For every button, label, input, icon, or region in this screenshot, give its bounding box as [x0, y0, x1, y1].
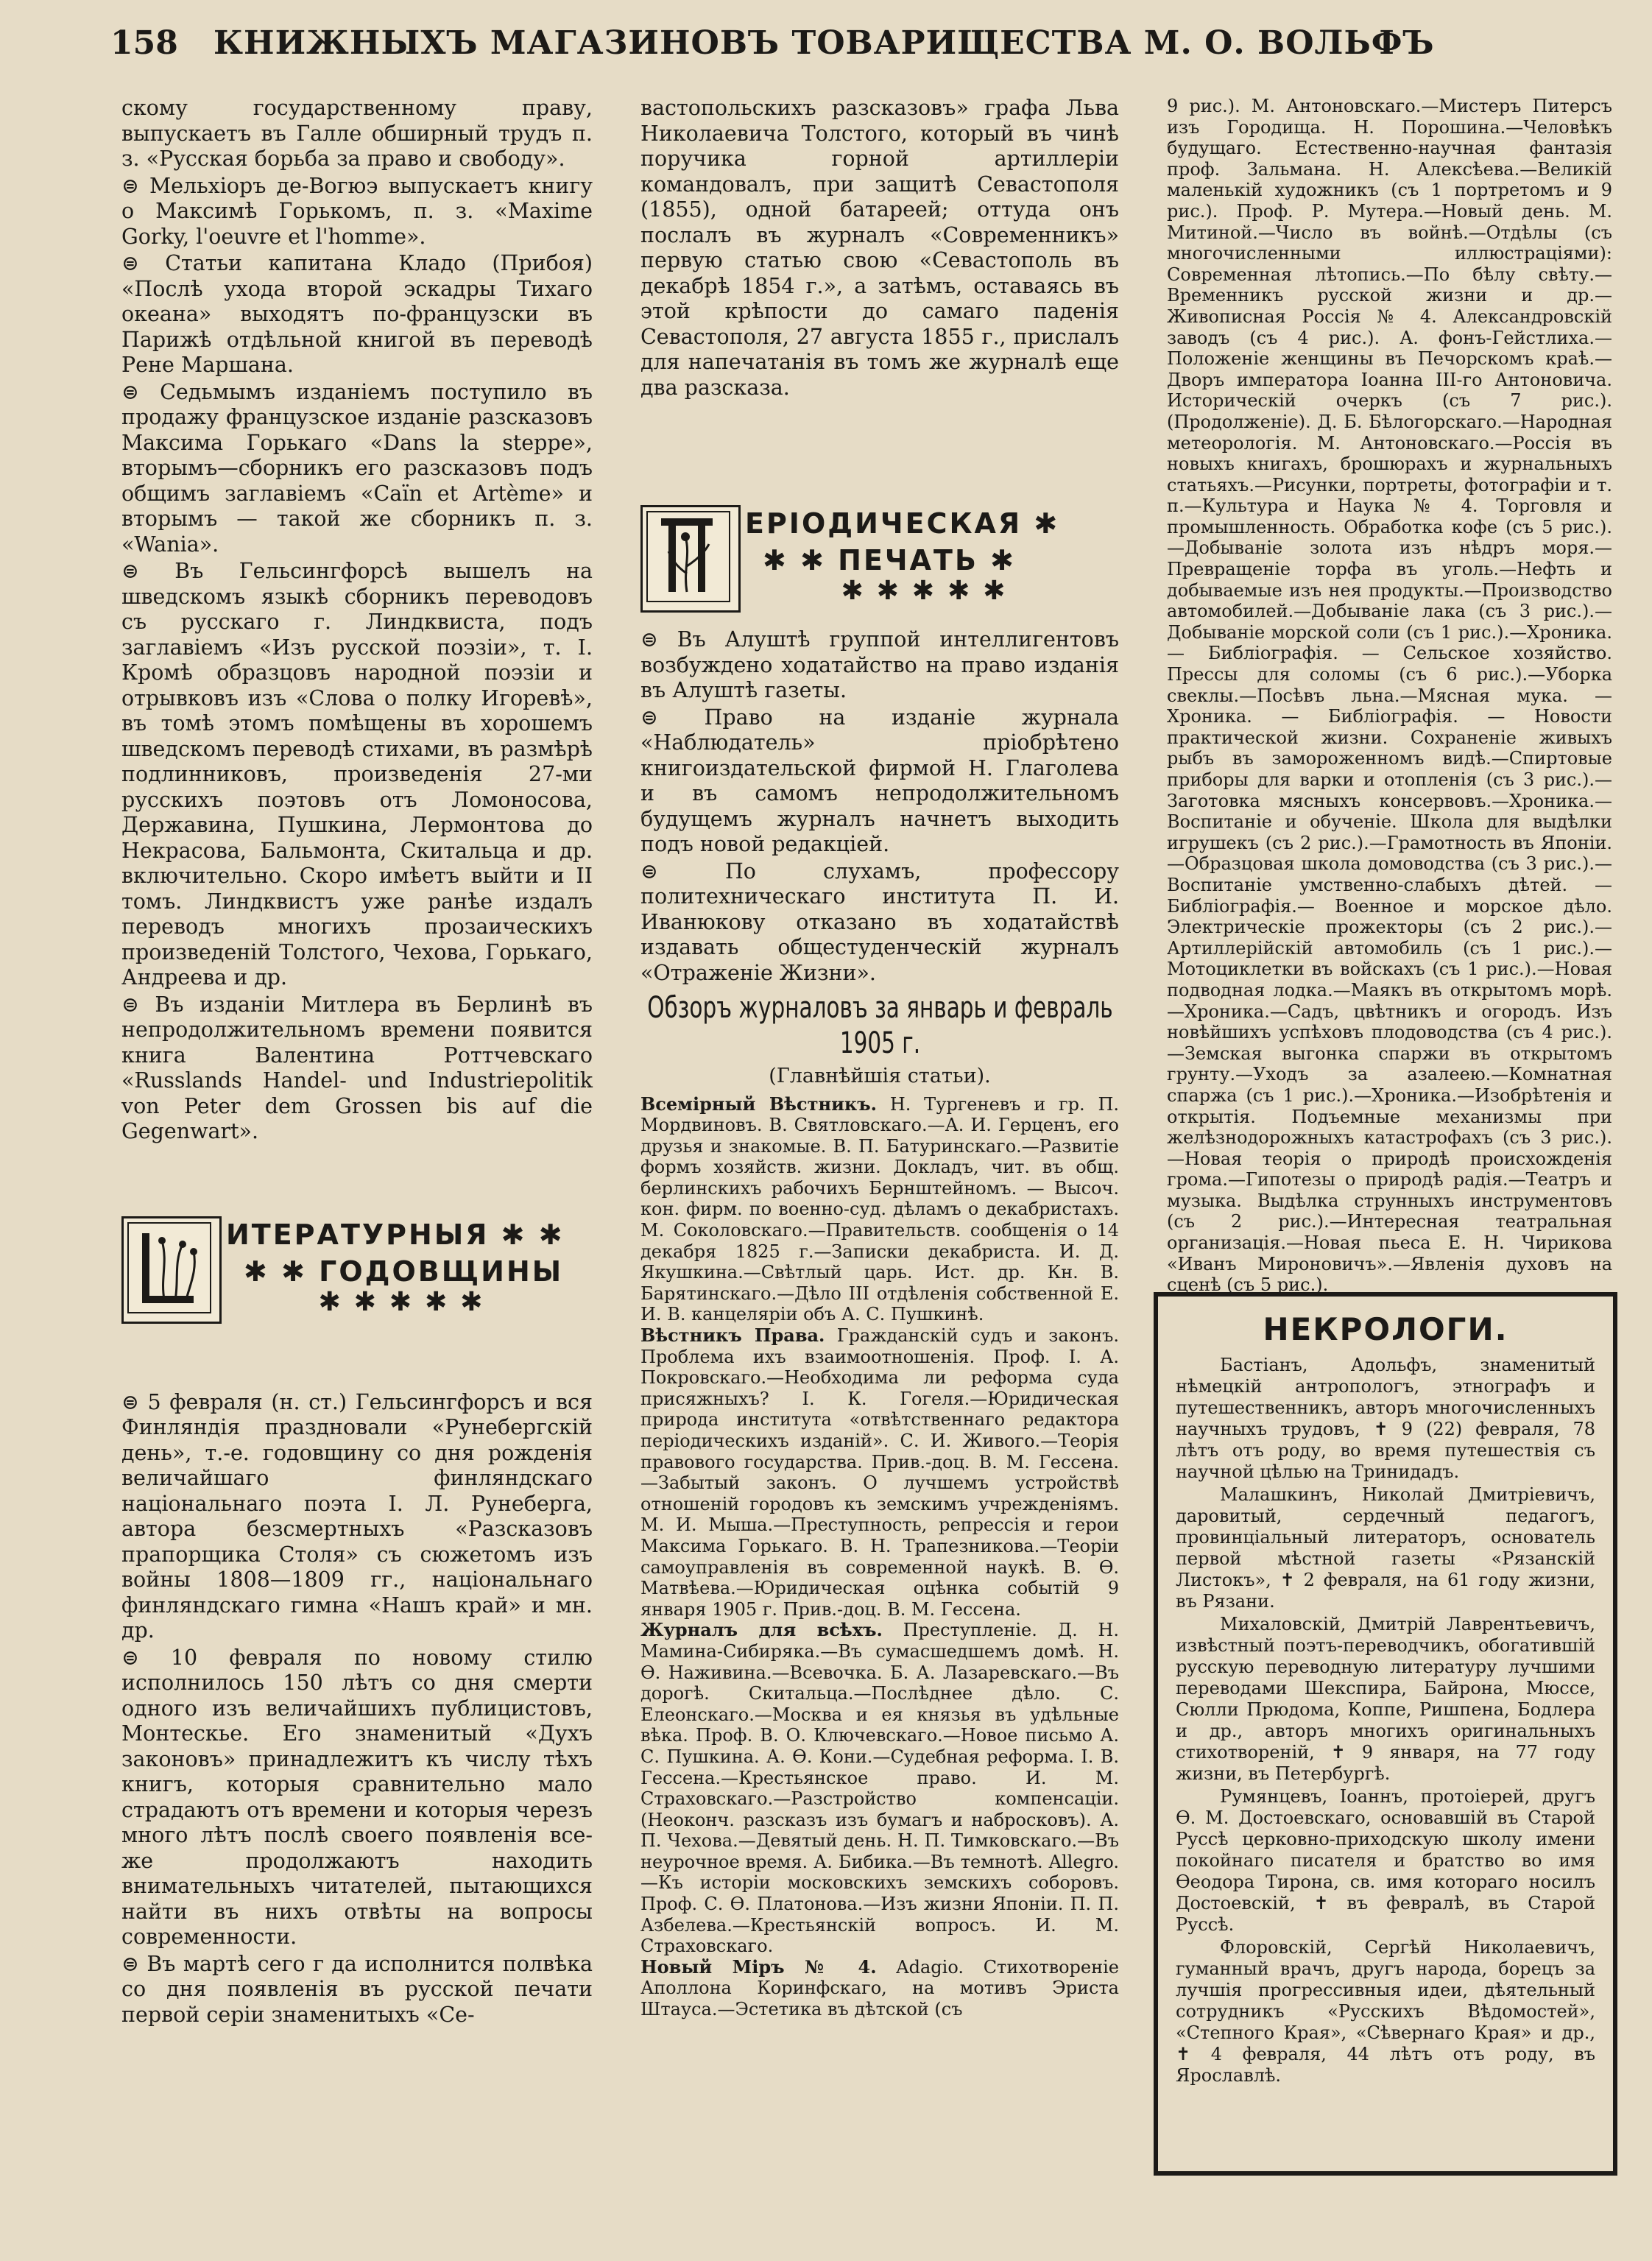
section-title: ИТЕРАТУРНЫЯ ✱ ✱	[226, 1218, 565, 1251]
periodical-press-heading	[640, 505, 1119, 613]
column-2	[640, 96, 1119, 2020]
letter-P-ornament-icon	[640, 505, 741, 613]
journal-contents: Н. Тургеневъ и гр. П. Мордвиновъ. В. Святловскаго.—А. И. Герценъ, его друзья и знакомые. В. П. Батуринскаго.—Развитіе формъ хозяйств. жизни. Докладъ, чит. въ общ. берлинскихъ рабочихъ Бернштейномъ. — Высоч. кон. фирм. по военно-суд. дѣламъ о декабристахъ. М. Соколовскаго.—Правительств. сообщенія о 14 декабря 1825 г.—Записки декабриста. И. Д. Якушкина.—Свѣтлый царь. Ист. др. Кн. В. Барятинскаго.—Дѣло III отдѣленія собственной Е. И. В. канцеляріи объ А. С. Пушкинѣ.	[640, 1093, 1119, 1325]
paragraph: ⊜ Въ Гельсингфорсѣ вышелъ на шведскомъ языкѣ сборникъ переводовъ съ русскаго г. Линдквиста, подъ заглавіемъ «Изъ русской поэзіи», т. I. Кромѣ образцовъ народной поэзіи и отрывковъ изъ «Слова о полку Игоревѣ», въ томѣ этомъ помѣщены въ хорошемъ шведскомъ переводѣ стихами, въ размѣрѣ подлинниковъ, произведенія 27-ми русскихъ поэтовъ отъ Ломоносова, Державина, Пушкина, Лермонтова до Некрасова, Бальмонта, Скитальца и др. включительно. Скоро имѣетъ выйти и II томъ. Линдквистъ уже ранѣе издалъ переводъ многихъ прозаическихъ произведеній Толстого, Чехова, Горькаго, Андреева и др.	[121, 559, 593, 990]
journal-review-subtitle: (Главнѣйшія статьи).	[769, 1065, 991, 1087]
journal-name: Всемірный Вѣстникъ.	[640, 1093, 877, 1115]
section-title-line: ГОДОВЩИНЫ	[319, 1255, 564, 1288]
section-title-line: ИТЕРАТУРНЫЯ	[226, 1218, 490, 1251]
paragraph: ⊜ Статьи капитана Кладо (Прибоя) «Послѣ ухода второй эскадры Тихаго океана» выходятъ по-французски въ Парижѣ отдѣльной книгой въ переводѣ Рене Маршана.	[121, 251, 593, 377]
paragraph: ⊜ Мельхіоръ де-Вогюэ выпускаетъ книгу о Максимѣ Горькомъ, п. з. «Maxime Gorky, l'oeuvre et l'homme».	[121, 173, 593, 249]
necrology-entry: Малашкинъ, Николай Дмитріевичъ, даровитый, сердечный педагогъ, провинціальный литераторъ, основатель первой мѣстной газеты «Рязанскій Листокъ», ✝ 2 февраля, на 61 году жизни, въ Рязани.	[1176, 1484, 1595, 1612]
necrology-box	[1154, 1292, 1617, 2176]
paragraph: ⊜ Въ Алуштѣ группой интеллигентовъ возбуждено ходатайство на право изданія въ Алуштѣ газеты.	[640, 627, 1119, 702]
journal-contents-continued: 9 рис.). М. Антоновскаго.—Мистеръ Питерсъ изъ Городища. Н. Порошина.—Человѣкъ будущаго. Естественно-научная фантазія проф. Зальмана. Н. Алексѣева.—Великій маленькій художникъ (съ 1 портретомъ и 9 рис.). Проф. Р. Мутера.—Новый день. М. Митиной.—Число въ войнѣ.—Отдѣлы (съ многочисленными иллюстраціями): Современная лѣтопись.—По бѣлу свѣту.—Временникъ русской жизни и др.—Живописная Россія № 4. Александровскій заводъ (съ 4 рис.). А. фонъ-Гейстлиха.—Положеніе женщины въ Печорскомъ краѣ.—Дворъ императора Іоанна III-го Антоновича. Историческій очеркъ (съ 7 рис.). (Продолженіе). Д. Б. Бѣлогорскаго.—Народная метеорологія. М. Антоновскаго.—Россія въ новыхъ книгахъ, брошюрахъ и журнальныхъ статьяхъ.—Рисунки, портреты, фотографіи и т. п.—Культура и Наука № 4. Торговля и промышленность. Обработка кофе (съ 5 рис.).—Добываніе золота изъ нѣдръ моря.—Превращеніе торфа въ уголь.—Нефть и добываемые изъ нея продукты.—Производство автомобилей.—Добываніе лака (съ 3 рис.).—Добываніе морской соли (съ 1 рис.).—Хроника. — Библіографія. — Сельское хозяйство. Прессы для соломы (съ 6 рис.).—Уборка свеклы.—Посѣвъ льна.—Мясная мука. — Хроника. — Библіографія. — Новости практической жизни. Сохраненіе живыхъ рыбъ въ замороженномъ видѣ.—Спиртовые приборы для варки и отопленія (съ 3 рис.).—Заготовка мясныхъ консервовъ.—Хроника.—Воспитаніе и обученіе. Школа для выдѣлки игрушекъ (съ 2 рис.).—Грамотность въ Японіи.—Образцовая школа домоводства (съ 3 рис.).—Воспитаніе умственно-слабыхъ дѣтей. — Библіографія.— Военное и морское дѣло. Электрическіе прожекторы (съ 2 рис.).—Артиллерійскій автомобиль (съ 1 рис.).—Мотоциклетки въ войскахъ (съ 1 рис.).—Новая подводная лодка.—Маякъ въ открытомъ морѣ.—Хроника.—Садъ, цвѣтникъ и огородъ. Изъ новѣйшихъ успѣховъ плодоводства (съ 4 рис.).—Земская выгонка спаржи въ открытомъ грунту.—Уходъ за азалеею.—Комнатная спаржа (съ 1 рис.).—Хроника.—Изобрѣтенія и открытія. Подъемные механизмы при желѣзнодорожныхъ катастрофахъ (съ 3 рис.).—Новая теорія о природѣ происхожденія грома.—Гипотезы о природѣ радія.—Театръ и музыка. Выдѣлка струнныхъ инструментовъ (съ 2 рис.).—Интересная театральная организація.—Новая пьеса Е. Н. Чирикова «Иванъ Мироновичъ».—Явленія духовъ на сценѣ (съ 5 рис.).	[1167, 96, 1612, 1296]
paragraph: ⊜ 5 февраля (н. ст.) Гельсингфорсъ и вся Финляндія праздновали «Рунебергскій день», т.-е. годовщину со дня рожденія величайшаго финляндскаго національнаго поэта І. Л. Рунеберга, автора безсмертныхъ «Разсказовъ прапорщика Столя» съ сюжетомъ изъ войны 1808—1809 гг., національнаго финляндскаго гимна «Нашъ край» и мн. др.	[121, 1389, 593, 1643]
journal-contents: Преступленіе. Д. Н. Мамина-Сибиряка.—Въ сумасшедшемъ домѣ. Н. Ѳ. Наживина.—Всевочка. Б. А. Лазаревскаго.—Въ дорогѣ. Скитальца.—Послѣднее дѣло. С. Елеонскаго.—Москва и ея князья въ удѣльные вѣка. Проф. В. О. Ключевскаго.—Новое письмо А. С. Пушкина. А. Ѳ. Кони.—Судебная реформа. I. В. Гессена.—Крестьянское право. И. М. Страховскаго.—Разстройство компенсаціи. (Неоконч. разсказъ изъ бумагъ и набросковъ). А. П. Чехова.—Девятый день. Н. П. Тимковскаго.—Въ неурочное время. А. Бибика.—Въ темнотѣ. Allegro.—Къ исторіи московскихъ земскихъ соборовъ. Проф. С. Ѳ. Платонова.—Изъ жизни Японіи. П. П. Азбелева.—Крестьянскій вопросъ. И. М. Страховскаго.	[640, 1620, 1119, 1957]
journal-contents: Adagio. Стихотвореніе Аполлона Коринфскаго, на мотивъ Эриста Штауса.—Эстетика въ дѣтской (съ	[640, 1956, 1119, 2020]
section-title: ✱ ✱ ПЕЧАТЬ ✱	[763, 544, 1016, 576]
journal-name: Журналъ для всѣхъ.	[640, 1619, 883, 1641]
necrology-entry: Румянцевъ, Іоаннъ, протоіерей, другъ Ѳ. М. Достоевскаго, основавшій въ Старой Руссѣ церковно-приходскую школу имени покойнаго писателя и братство во имя Ѳеодора Тирона, св. имя котораго носилъ Достоевскій, ✝ въ февралѣ, въ Старой Руссѣ.	[1176, 1786, 1595, 1935]
paragraph: ⊜ Право на изданіе журнала «Наблюдатель» пріобрѣтено книгоиздательской фирмой Н. Глаголева и въ самомъ непродолжительномъ будущемъ журналъ начнетъ выходить подъ новой редакціей.	[640, 705, 1119, 856]
letter-L-ornament-icon	[121, 1216, 222, 1324]
journal-review-title: Обзоръ журналовъ за январь и февраль 1905 г.	[646, 991, 1113, 1060]
section-title-line: ЕРІОДИЧЕСКАЯ	[745, 507, 1023, 540]
page-number: 158	[110, 24, 178, 62]
column-3	[1167, 96, 1612, 1296]
journal-contents: Гражданскій судъ и законъ. Проблема ихъ взаимоотношенія. Проф. I. А. Покровскаго.—Необходима ли реформа суда присяжныхъ? I. К. Гогеля.—Юридическая природа института «отвѣтственнаго редактора періодическихъ изданій». С. И. Живого.—Теорія правового государства. Прив.-доц. В. М. Гессена.—Забытый законъ. О лучшемъ устройствѣ отношеній городовъ къ земскимъ учрежденіямъ. М. И. Мыша.—Преступность, репрессія и герои Максима Горькаго. В. Н. Трапезникова.—Теоріи самоуправленія въ современной наукѣ. В. Ѳ. Матвѣева.—Юридическая оцѣнка событій 9 января 1905 г. Прив.-доц. В. М. Гессена.	[640, 1325, 1120, 1620]
stars-ornament: ✱✱✱✱✱	[318, 1286, 496, 1317]
paragraph: ⊜ Седьмымъ изданіемъ поступило въ продажу французское изданіе разсказовъ Максима Горькаго «Dans la steppe», вторымъ—сборникъ его разсказовъ подъ общимъ заглавіемъ «Caïn et Artème» и вторымъ — такой же сборникъ п. з. «Wania».	[121, 379, 593, 557]
page-header	[110, 13, 1627, 72]
journal-entry	[640, 1620, 1119, 1957]
necrology-entry: Михаловскій, Дмитрій Лаврентьевичъ, извѣстный поэтъ-переводчикъ, обогатившій русскую переводную литературу лучшими переводами Шекспира, Байрона, Мюссе, Сюлли Прюдома, Коппе, Ришпена, Бодлера и др., авторъ многихъ оригинальныхъ стихотвореній, ✝ 9 января, на 77 году жизни, въ Петербургѣ.	[1176, 1614, 1595, 1784]
paragraph: ⊜ Въ мартѣ сего г да исполнится полвѣка со дня появленія въ русской печати первой серіи знаменитыхъ «Се-	[121, 1951, 593, 2027]
literary-anniversaries-heading	[121, 1216, 593, 1324]
necrology-entry: Флоровскій, Сергѣй Николаевичъ, гуманный врачъ, другъ народа, борецъ за лучшія прогрессивныя идеи, дѣятельный сотрудникъ «Русскихъ Вѣдомостей», «Степного Края», «Сѣвернаго Края» и др., ✝ 4 февраля, 44 лѣтъ отъ роду, въ Ярославлѣ.	[1176, 1937, 1595, 2086]
stars-ornament: ✱✱✱✱✱	[841, 576, 1019, 606]
section-title: ✱ ✱ ГОДОВЩИНЫ	[244, 1255, 564, 1288]
paragraph: ⊜ Въ изданіи Митлера въ Берлинѣ въ непродолжительномъ времени появится книга Валентина Роттчевскаго «Russlands Handel- und Industriepolitik von Peter dem Grossen bis auf die Gegenwart».	[121, 992, 593, 1143]
journal-entry	[640, 1957, 1119, 2020]
section-title: ЕРІОДИЧЕСКАЯ ✱	[745, 507, 1060, 540]
journal-entry	[640, 1325, 1119, 1620]
paragraph: вастопольскихъ разсказовъ» графа Льва Николаевича Толстого, который въ чинѣ поручика горной артиллеріи командовалъ, при защитѣ Севастополя (1855), одной батареей; оттуда онъ послалъ въ журналъ «Современникъ» первую статью свою «Севастополь въ декабрѣ 1854 г.», а затѣмъ, оставаясь въ этой крѣпости до самаго паденія Севастополя, 27 августа 1855 г., прислалъ для напечатанія въ томъ же журналѣ еще два разсказа.	[640, 96, 1119, 400]
paragraph: ⊜ 10 февраля по новому стилю исполнилось 150 лѣтъ со дня смерти одного изъ величайшихъ публицистовъ, Монтескье. Его знаменитый «Духъ законовъ» принадлежитъ къ числу тѣхъ книгъ, которыя сравнительно мало страдаютъ отъ времени и которыя черезъ много лѣтъ послѣ своего появленія все-же продолжаютъ находить внимательныхъ читателей, пытающихся найти въ нихъ отвѣты на вопросы современности.	[121, 1645, 593, 1949]
running-title: КНИЖНЫХЪ МАГАЗИНОВЪ ТОВАРИЩЕСТВА М. О. ВОЛЬФЪ	[213, 24, 1435, 62]
column-1	[121, 96, 593, 2029]
journal-name: Новый Міръ № 4.	[640, 1955, 877, 1978]
necrology-entry: Бастіанъ, Адольфъ, знаменитый нѣмецкій антропологъ, этнографъ и путешественникъ, авторъ многочисленныхъ научныхъ трудовъ, ✝ 9 (22) февраля, 78 лѣтъ отъ роду, во время путешествія съ научной цѣлью на Тринидадъ.	[1176, 1355, 1595, 1482]
paragraph: скому государственному праву, выпускаетъ въ Галле обширный трудъ п. з. «Русская борьба за право и свободу».	[121, 96, 593, 171]
section-title-line: ПЕЧАТЬ	[838, 544, 978, 576]
necrology-title: НЕКРОЛОГИ.	[1263, 1311, 1508, 1347]
paragraph: ⊜ По слухамъ, профессору политехническаго института П. И. Иванюкову отказано въ ходатайствѣ издавать общестуденческій журналъ «Отраженіе Жизни».	[640, 858, 1119, 985]
journal-name: Вѣстникъ Права.	[640, 1324, 825, 1347]
journal-entry	[640, 1094, 1119, 1326]
